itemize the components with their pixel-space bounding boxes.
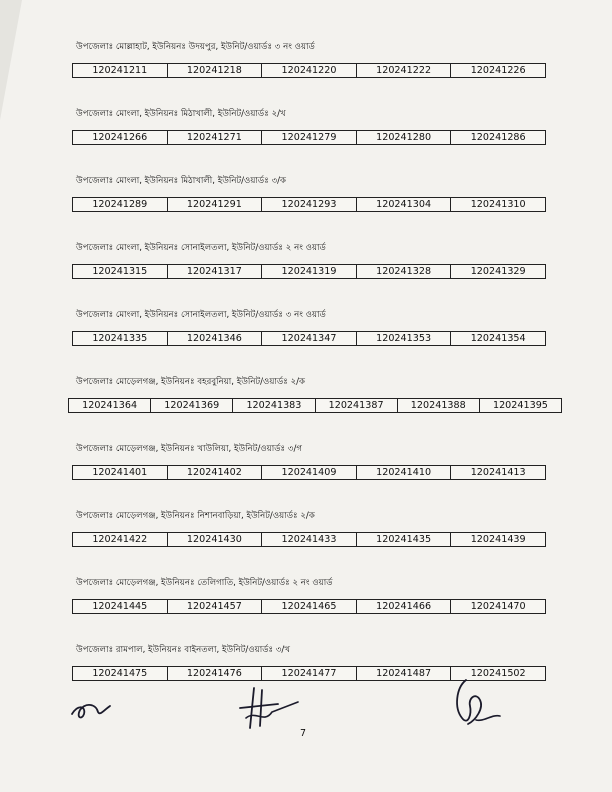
code-cell: 120241470 xyxy=(450,600,545,613)
code-cell: 120241487 xyxy=(356,667,451,680)
code-row xyxy=(72,465,546,480)
code-cell: 120241439 xyxy=(450,533,545,546)
code-row xyxy=(72,331,546,346)
code-cell: 120241346 xyxy=(167,332,262,345)
code-cell: 120241422 xyxy=(92,534,148,545)
code-cell: 120241409 xyxy=(261,466,356,479)
code-cell: 120241369 xyxy=(150,399,232,412)
code-cell: 120241401 xyxy=(92,467,148,478)
code-row xyxy=(72,532,546,547)
code-row xyxy=(72,63,546,78)
code-cell: 120241315 xyxy=(92,266,148,277)
section-heading: উপজেলাঃ মোংলা, ইউনিয়নঃ সোনাইলতলা, ইউনিট/ওয়ার্ডঃ ৩ নং ওয়ার্ড xyxy=(76,310,326,320)
code-cell: 120241457 xyxy=(167,600,262,613)
code-cell: 120241310 xyxy=(450,198,545,211)
code-cell: 120241226 xyxy=(450,64,545,77)
code-cell: 120241271 xyxy=(167,131,262,144)
section-heading: উপজেলাঃ মোংলা, ইউনিয়নঃ মিঠাখালী, ইউনিট/ওয়ার্ডঃ ৩/ক xyxy=(76,176,287,186)
code-cell: 120241291 xyxy=(167,198,262,211)
code-cell: 120241328 xyxy=(356,265,451,278)
code-cell: 120241304 xyxy=(356,198,451,211)
signature-mark-3 xyxy=(446,674,506,734)
section-heading: উপজেলাঃ মোংলা, ইউনিয়নঃ মিঠাখালী, ইউনিট/ওয়ার্ডঃ ২/খ xyxy=(76,109,286,119)
code-cell: 120241476 xyxy=(167,667,262,680)
code-cell: 120241347 xyxy=(261,332,356,345)
code-cell: 120241335 xyxy=(92,333,148,344)
code-row xyxy=(68,398,562,413)
code-cell: 120241317 xyxy=(167,265,262,278)
code-row xyxy=(72,599,546,614)
code-cell: 120241319 xyxy=(261,265,356,278)
code-cell: 120241388 xyxy=(397,399,479,412)
code-cell: 120241354 xyxy=(450,332,545,345)
code-cell: 120241433 xyxy=(261,533,356,546)
code-cell: 120241445 xyxy=(92,601,148,612)
section-heading: উপজেলাঃ মোড়েলগঞ্জ, ইউনিয়নঃ নিশানবাড়িয়া, ইউনিট/ওয়ার্ডঃ ২/ক xyxy=(76,511,315,521)
code-cell: 120241218 xyxy=(167,64,262,77)
code-cell: 120241353 xyxy=(356,332,451,345)
code-cell: 120241280 xyxy=(356,131,451,144)
code-cell: 120241465 xyxy=(261,600,356,613)
code-cell: 120241383 xyxy=(232,399,314,412)
section-heading: উপজেলাঃ মোড়েলগঞ্জ, ইউনিয়নঃ তেলিগাতি, ইউনিট/ওয়ার্ডঃ ২ নং ওয়ার্ড xyxy=(76,578,333,588)
code-cell: 120241220 xyxy=(261,64,356,77)
code-cell: 120241477 xyxy=(261,667,356,680)
code-cell: 120241329 xyxy=(450,265,545,278)
folded-corner-shadow xyxy=(0,0,22,120)
code-cell: 120241222 xyxy=(356,64,451,77)
section-heading: উপজেলাঃ মোংলা, ইউনিয়নঃ সোনাইলতলা, ইউনিট/ওয়ার্ডঃ ২ নং ওয়ার্ড xyxy=(76,243,326,253)
code-cell: 120241413 xyxy=(450,466,545,479)
section-heading: উপজেলাঃ মোড়েলগঞ্জ, ইউনিয়নঃ খাউলিয়া, ইউনিট/ওয়ার্ডঃ ৩/গ xyxy=(76,444,302,454)
code-cell: 120241387 xyxy=(315,399,397,412)
code-row xyxy=(72,197,546,212)
code-cell: 120241364 xyxy=(82,400,138,411)
code-cell: 120241279 xyxy=(261,131,356,144)
code-cell: 120241211 xyxy=(92,65,148,76)
code-cell: 120241289 xyxy=(92,199,148,210)
code-cell: 120241286 xyxy=(450,131,545,144)
code-cell: 120241395 xyxy=(479,399,561,412)
code-cell: 120241410 xyxy=(356,466,451,479)
signature-mark-2 xyxy=(232,684,304,734)
code-row xyxy=(72,130,546,145)
code-cell: 120241402 xyxy=(167,466,262,479)
code-cell: 120241502 xyxy=(450,667,545,680)
code-cell: 120241430 xyxy=(167,533,262,546)
code-cell: 120241435 xyxy=(356,533,451,546)
section-heading: উপজেলাঃ মোড়েলগঞ্জ, ইউনিয়নঃ বহরবুনিয়া, ইউনিট/ওয়ার্ডঃ ২/ক xyxy=(76,377,306,387)
section-heading: উপজেলাঃ রামপাল, ইউনিয়নঃ বাইনতলা, ইউনিট/ওয়ার্ডঃ ৩/খ xyxy=(76,645,290,655)
signature-mark-1 xyxy=(68,694,118,726)
section-heading: উপজেলাঃ মোল্লাহাট, ইউনিয়নঃ উদয়পুর, ইউনিট/ওয়ার্ডঃ ৩ নং ওয়ার্ড xyxy=(76,42,315,52)
code-cell: 120241466 xyxy=(356,600,451,613)
code-row xyxy=(72,264,546,279)
code-cell: 120241266 xyxy=(92,132,148,143)
code-cell: 120241475 xyxy=(92,668,148,679)
page-number: 7 xyxy=(300,728,307,739)
code-cell: 120241293 xyxy=(261,198,356,211)
